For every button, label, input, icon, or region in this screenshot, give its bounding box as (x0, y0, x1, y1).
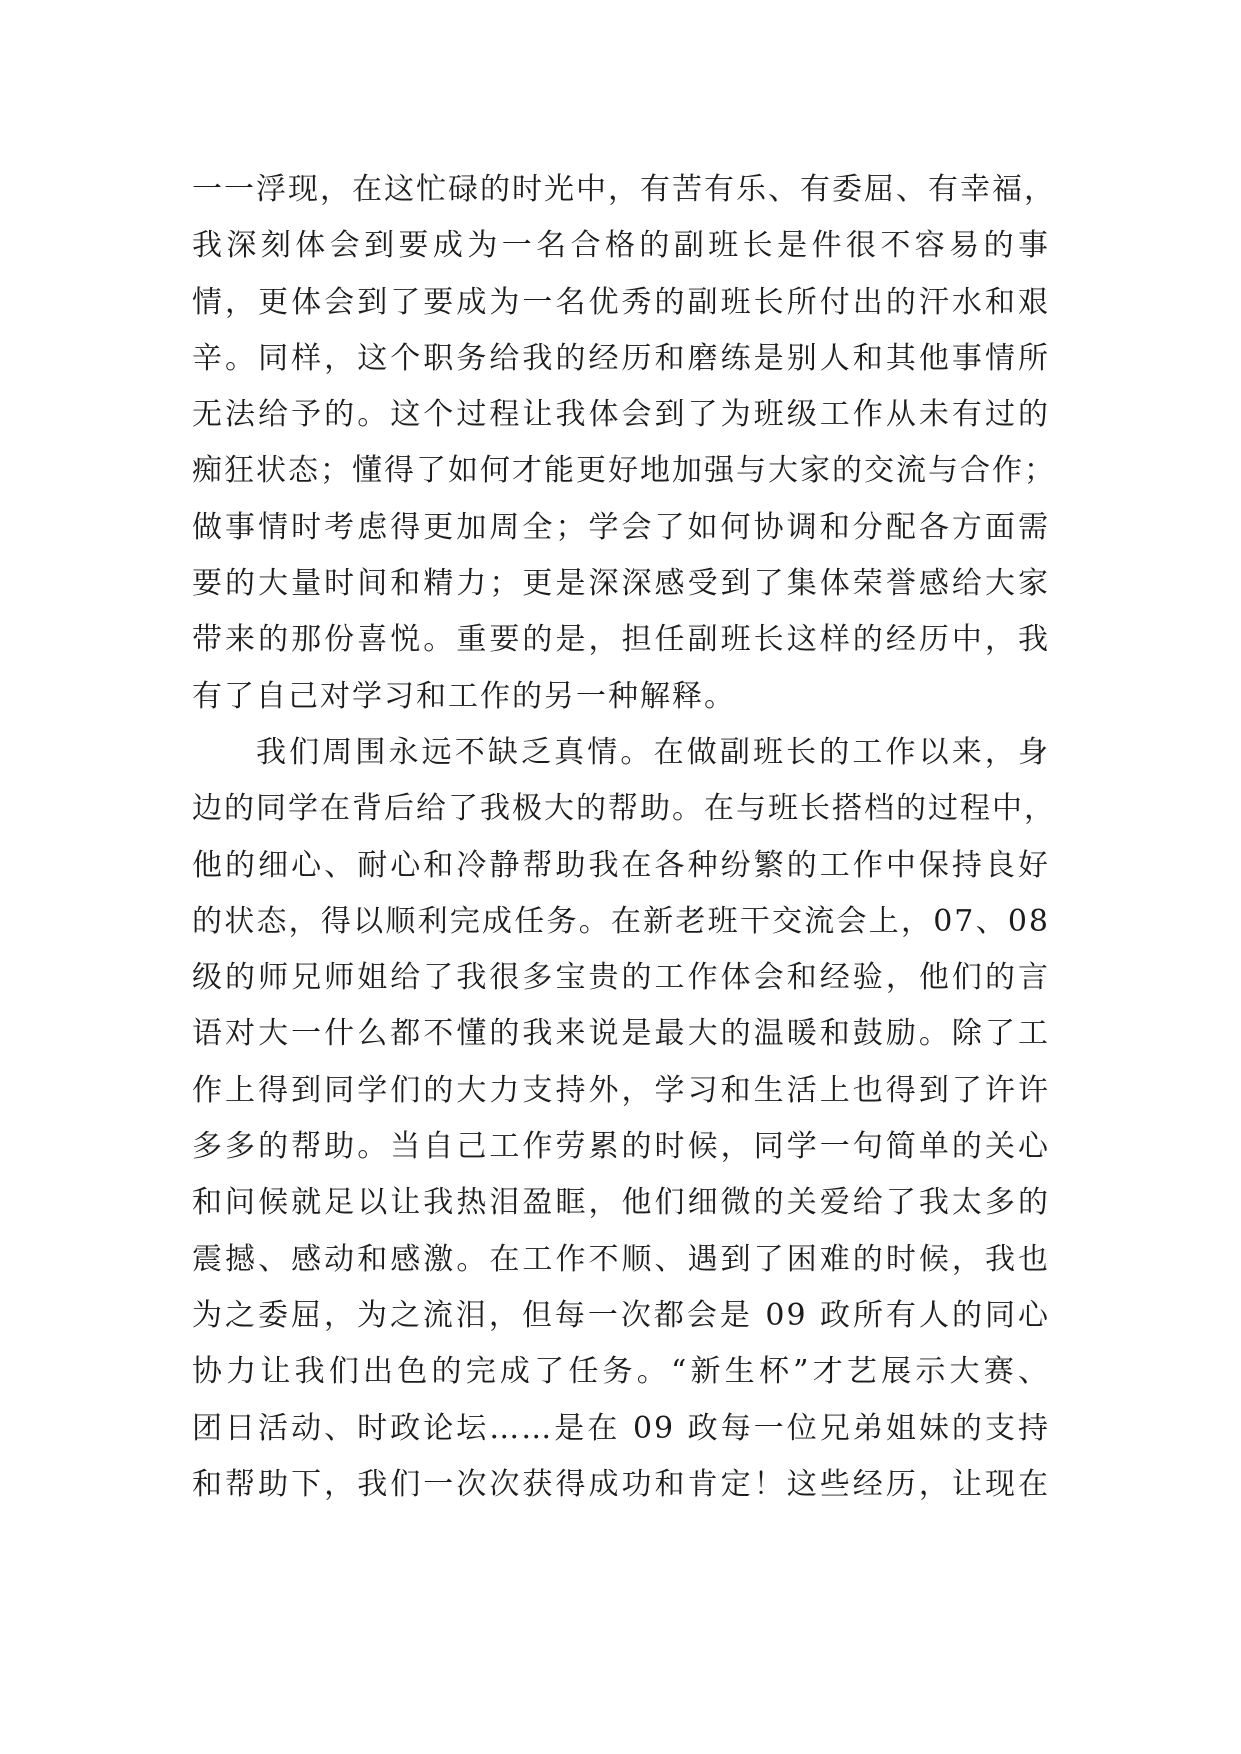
text-line: 为之委屈，为之流泪，但每一次都会是 09 政所有人的同心 (192, 1297, 1050, 1333)
text-line: 多多的帮助。当自己工作劳累的时候，同学一句简单的关心 (192, 1129, 1050, 1165)
paragraph-1 (192, 162, 1056, 725)
document-body (192, 162, 1056, 1513)
text-line: 有了自己对学习和工作的另一种解释。 (192, 678, 736, 714)
text-line: 协力让我们出色的完成了任务。“新生杯”才艺展示大赛、 (192, 1354, 1050, 1390)
text-line: 他的细心、耐心和冷静帮助我在各种纷繁的工作中保持良好 (192, 847, 1050, 883)
text-line: 我们周围永远不缺乏真情。在做副班长的工作以来，身 (256, 734, 1050, 770)
text-line: 做事情时考虑得更加周全；学会了如何协调和分配各方面需 (192, 509, 1050, 545)
text-line: 团日活动、时政论坛……是在 09 政每一位兄弟姐妹的支持 (192, 1410, 1050, 1446)
text-line: 震撼、感动和感激。在工作不顺、遇到了困难的时候，我也 (192, 1241, 1050, 1277)
text-line: 级的师兄师姐给了我很多宝贵的工作体会和经验，他们的言 (192, 960, 1050, 996)
text-line: 我深刻体会到要成为一名合格的副班长是件很不容易的事 (192, 228, 1050, 264)
text-line: 语对大一什么都不懂的我来说是最大的温暖和鼓励。除了工 (192, 1016, 1050, 1052)
text-line: 带来的那份喜悦。重要的是，担任副班长这样的经历中，我 (192, 622, 1050, 658)
text-line: 辛。同样，这个职务给我的经历和磨练是别人和其他事情所 (192, 340, 1050, 376)
text-line: 情，更体会到了要成为一名优秀的副班长所付出的汗水和艰 (192, 284, 1050, 320)
text-line: 要的大量时间和精力；更是深深感受到了集体荣誉感给大家 (192, 566, 1050, 602)
text-line: 痴狂状态；懂得了如何才能更好地加强与大家的交流与合作； (192, 453, 1056, 489)
text-line: 和帮助下，我们一次次获得成功和肯定！这些经历，让现在 (192, 1466, 1050, 1502)
paragraph-2 (192, 725, 1056, 1513)
text-line: 无法给予的。这个过程让我体会到了为班级工作从未有过的 (192, 397, 1050, 433)
text-line: 一一浮现，在这忙碌的时光中，有苦有乐、有委屈、有幸福， (192, 172, 1056, 207)
text-line: 边的同学在背后给了我极大的帮助。在与班长搭档的过程中， (192, 791, 1056, 827)
text-line: 作上得到同学们的大力支持外，学习和生活上也得到了许许 (192, 1072, 1050, 1108)
text-line: 的状态，得以顺利完成任务。在新老班干交流会上，07、08 (192, 903, 1050, 939)
text-line: 和问候就足以让我热泪盈眶，他们细微的关爱给了我太多的 (192, 1185, 1050, 1221)
